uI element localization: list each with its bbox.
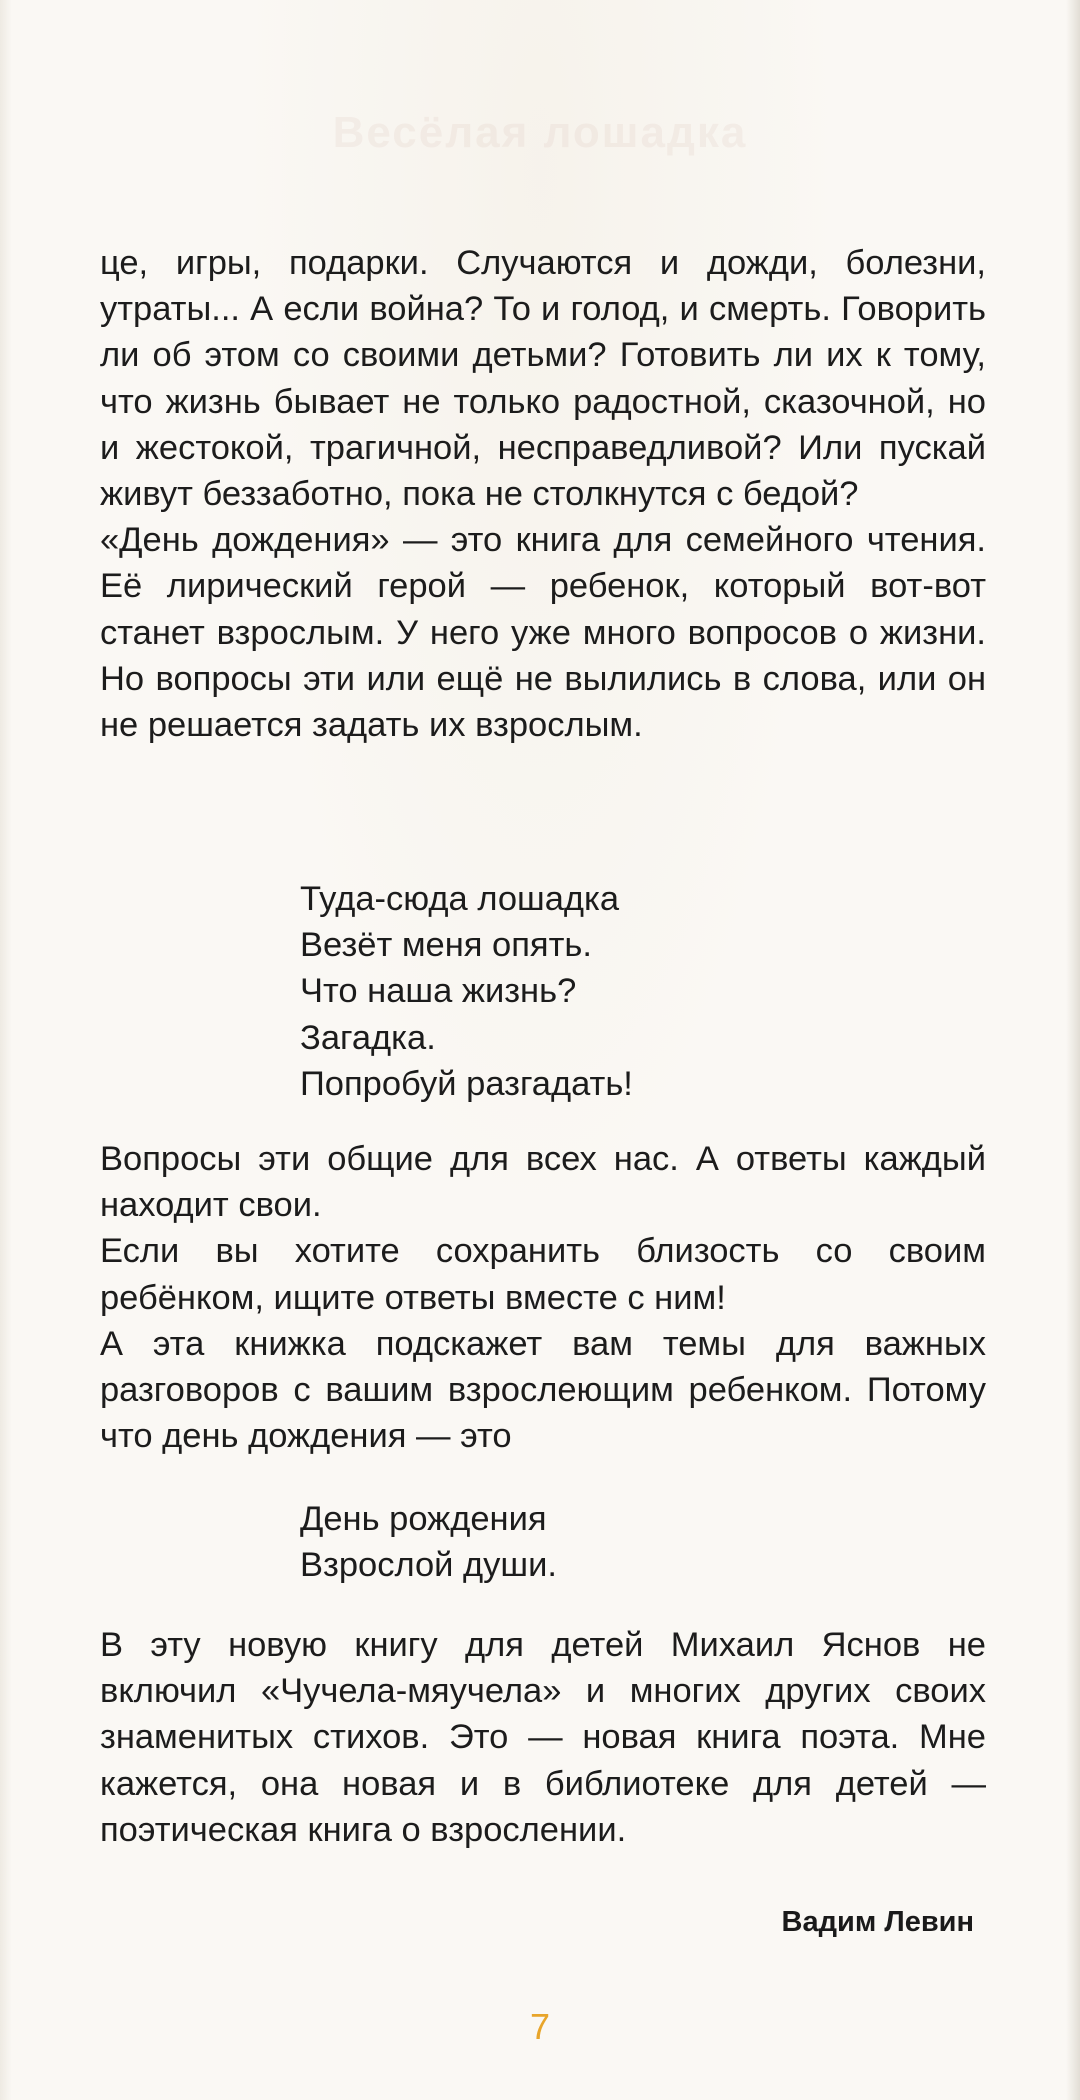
poem-line: Взрослой души.: [300, 1546, 557, 1585]
paragraph: Если вы хотите сохранить близость со своим ребёнком, ищите ответы вместе с ним!: [100, 1232, 986, 1317]
poem-stanza: [300, 1496, 557, 1588]
paragraph: А эта книжка подскажет вам темы для важных разговоров с вашим взрослеющим ребенком. Потому что день дождения — это: [100, 1324, 986, 1456]
closing-text: [100, 1622, 986, 1853]
intro-text: [100, 240, 986, 748]
poem-line: Туда-сюда лошадка: [300, 880, 620, 918]
author-signature: Вадим Левин: [781, 1906, 974, 1938]
paragraph: В эту новую книгу для детей Михаил Яснов не включил «Чучела-мяучела» и многих других своих знаменитых стихов. Это — новая книга поэта. Мне кажется, она новая и в библиотеке для детей — поэтическая книга о взрослении.: [100, 1626, 986, 1849]
middle-text: [100, 1136, 986, 1459]
poem-line: Что наша жизнь?: [300, 972, 577, 1011]
faded-heading: Весёлая лошадка: [332, 108, 748, 157]
poem-line: День рождения: [300, 1500, 547, 1538]
paragraph: Вопросы эти общие для всех нас. А ответы каждый находит свои.: [100, 1140, 986, 1225]
poem-line: Загадка.: [300, 1018, 436, 1057]
paragraph: це, игры, подарки. Случаются и дожди, болезни, утраты... А если война? То и голод, и смерть. Говорить ли об этом со своими детьми? Готовить ли их к тому, что жизнь бывает не только радостной, сказочной, но и жестокой, трагичной, несправедливой? Или пускай живут беззаботно, пока не столкнутся с бедой?: [100, 244, 986, 514]
page-number: 7: [529, 2006, 551, 2047]
poem-line: Везёт меня опять.: [300, 926, 592, 965]
poem-line: Попробуй разгадать!: [300, 1064, 633, 1103]
poem-stanza: [300, 876, 633, 1107]
paragraph: «День дождения» — это книга для семейного чтения. Её лирический герой — ребенок, который вот-вот станет взрослым. У него уже много вопросов о жизни. Но вопросы эти или ещё не вылились в слова, или он не решается задать их взрослым.: [100, 521, 986, 745]
